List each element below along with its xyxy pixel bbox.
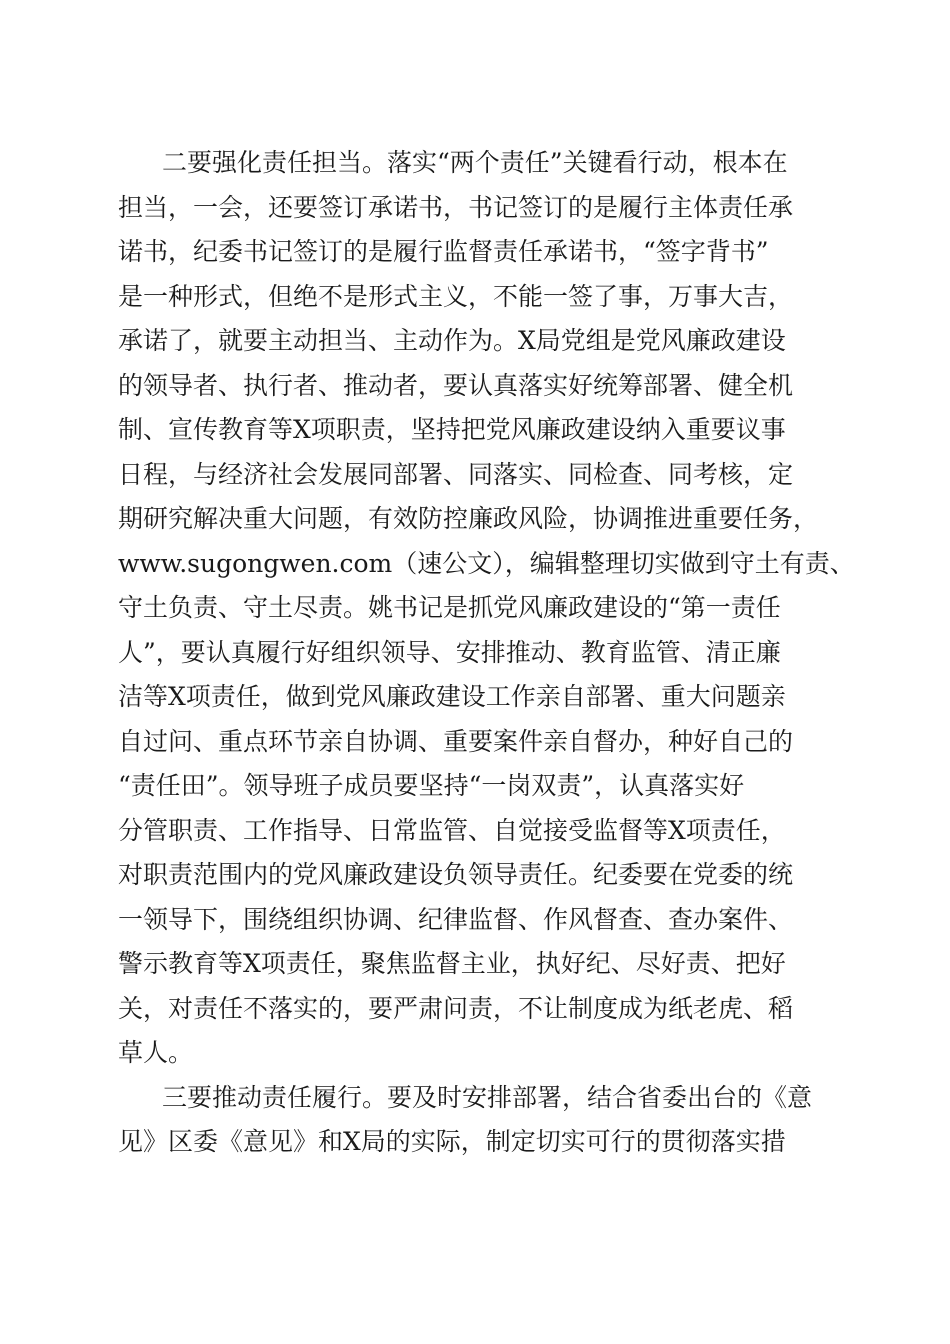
text-line: 期研究解决重大问题，有效防控廉政风险，协调推进重要任务， xyxy=(118,504,819,533)
text-line: 见》区委《意见》和X局的实际，制定切实可行的贯彻落实措 xyxy=(118,1127,786,1156)
text-line: 对职责范围内的党风廉政建设负领导责任。纪委要在党委的统 xyxy=(118,860,794,889)
document-body xyxy=(118,141,855,1165)
text-line: 担当，一会，还要签订承诺书，书记签订的是履行主体责任承 xyxy=(118,192,794,222)
text-line: www.sugongwen.com（速公文），编辑整理切实做到守土有责、 xyxy=(118,548,855,578)
text-line: 自过问、重点环节亲自协调、重要案件亲自督办，种好自己的 xyxy=(118,726,794,756)
text-line: 洁等X项责任，做到党风廉政建设工作亲自部署、重大问题亲 xyxy=(118,682,786,711)
text-line: 诺书，纪委书记签订的是履行监督责任承诺书，“签字背书” xyxy=(118,237,769,266)
text-line: 分管职责、工作指导、日常监管、自觉接受监督等X项责任， xyxy=(118,815,786,845)
paragraph-3 xyxy=(118,1076,838,1165)
text-line: 的领导者、执行者、推动者，要认真落实好统筹部署、健全机 xyxy=(118,370,794,400)
text-line: 制、宣传教育等X项职责，坚持把党风廉政建设纳入重要议事 xyxy=(118,415,786,444)
text-line: “责任田”。领导班子成员要坚持“一岗双责”，认真落实好 xyxy=(118,771,745,800)
text-line: 警示教育等X项责任，聚焦监督主业，执好纪、尽好责、把好 xyxy=(118,949,786,978)
text-line: 承诺了，就要主动担当、主动作为。X局党组是党风廉政建设 xyxy=(118,326,786,355)
paragraph-2 xyxy=(118,141,855,1076)
text-line: 关，对责任不落实的，要严肃问责，不让制度成为纸老虎、稻 xyxy=(118,993,794,1023)
text-line: 日程，与经济社会发展同部署、同落实、同检查、同考核，定 xyxy=(118,459,794,489)
text-line: 二要强化责任担当。落实“两个责任”关键看行动，根本在 xyxy=(162,148,788,177)
text-line: 草人。 xyxy=(118,1038,194,1067)
text-line: 守土负责、守土尽责。姚书记是抓党风廉政建设的“第一责任 xyxy=(118,593,781,622)
text-line: 人”，要认真履行好组织领导、安排推动、教育监管、清正廉 xyxy=(118,637,781,667)
text-line: 一领导下，围绕组织协调、纪律监督、作风督查、查办案件、 xyxy=(118,904,794,934)
text-line: 是一种形式，但绝不是形式主义，不能一签了事，万事大吉， xyxy=(118,281,794,311)
text-line: 三要推动责任履行。要及时安排部署，结合省委出台的《意 xyxy=(162,1082,813,1112)
